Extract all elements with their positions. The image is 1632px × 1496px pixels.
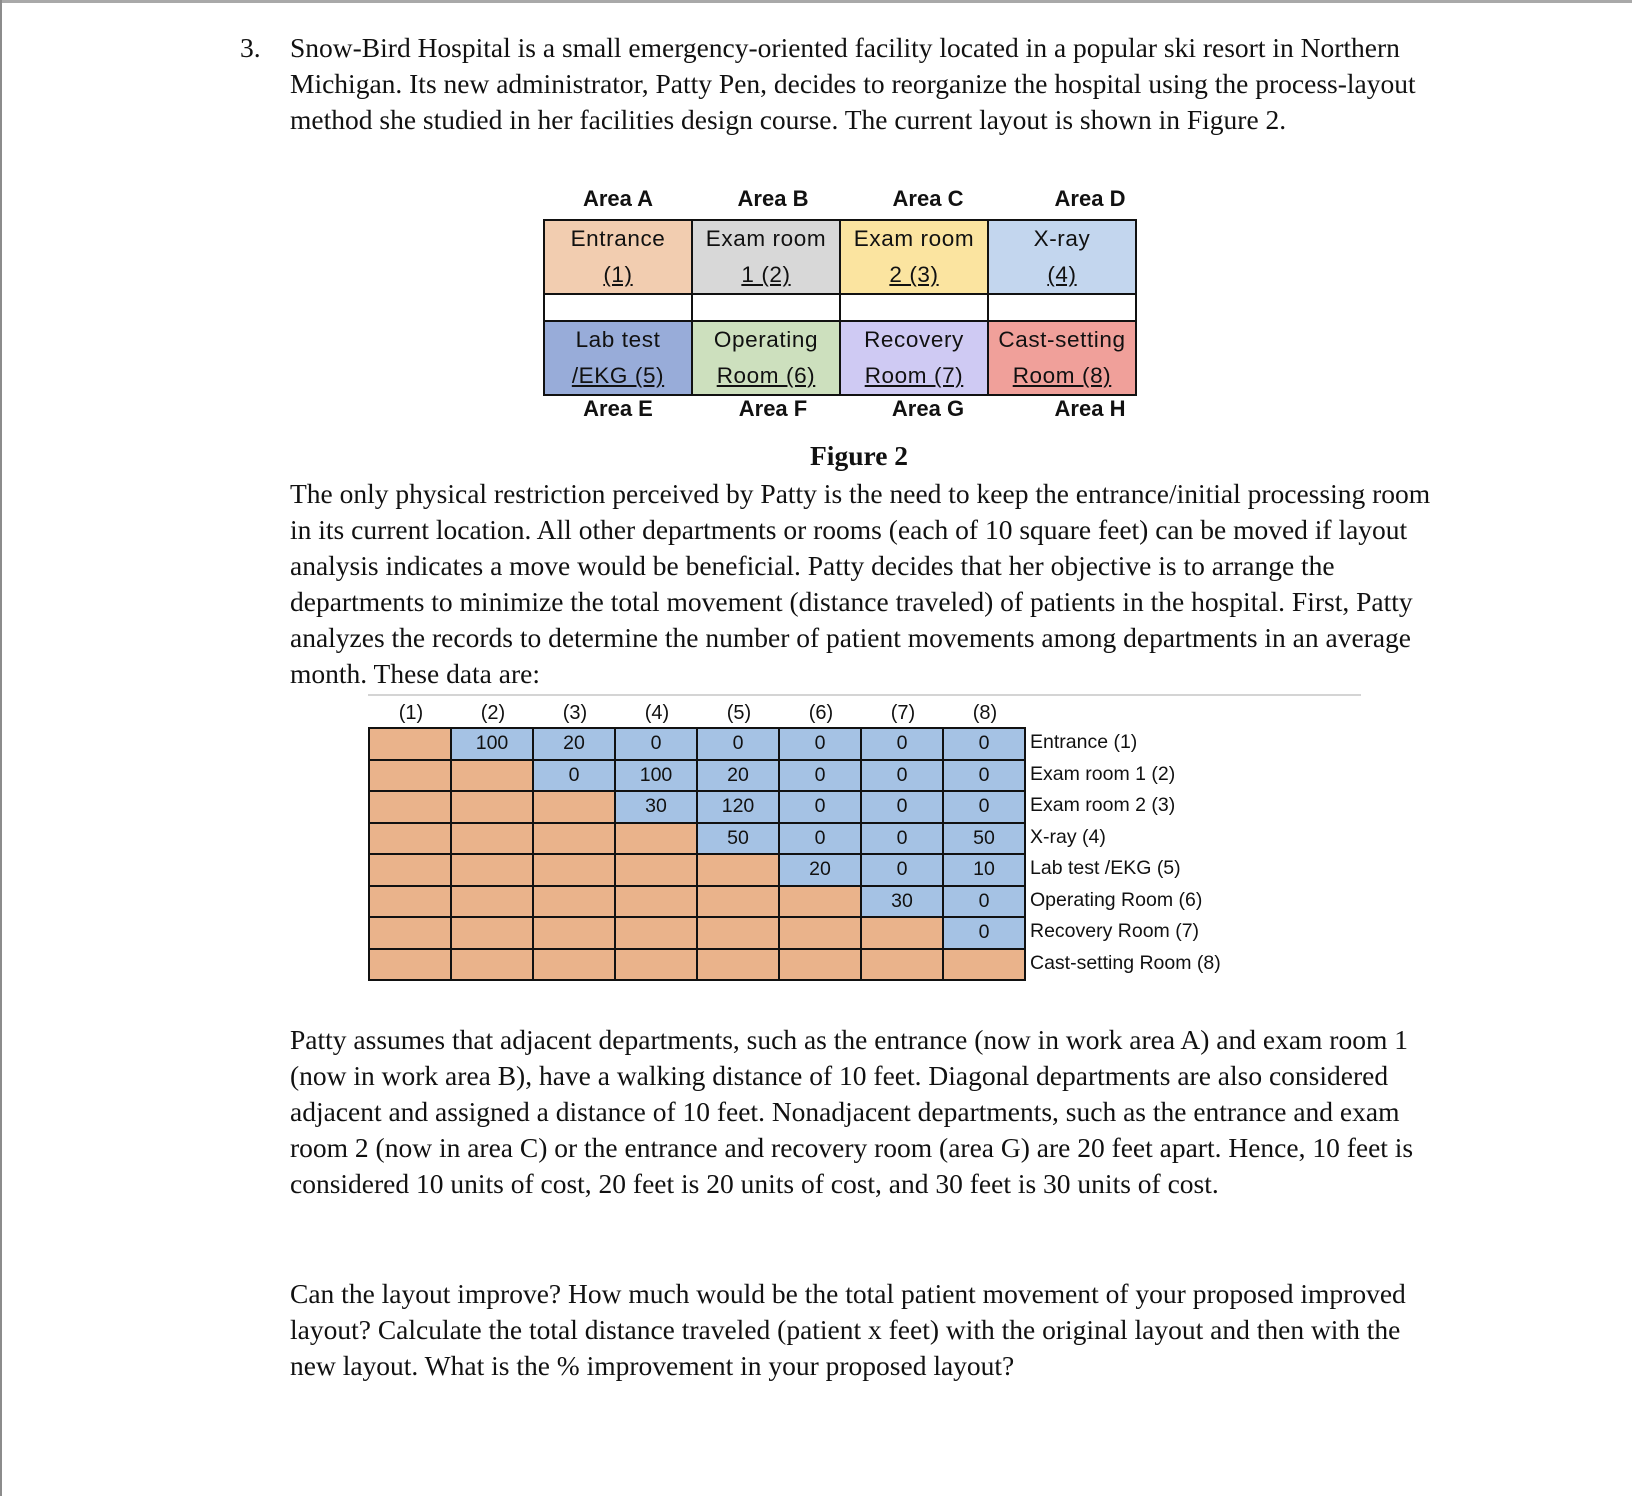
matrix-cell bbox=[533, 886, 615, 918]
matrix-cell bbox=[369, 728, 451, 760]
matrix-cell bbox=[369, 917, 451, 949]
matrix-cell: 20 bbox=[697, 760, 779, 792]
matrix-cell: 0 bbox=[779, 760, 861, 792]
matrix-cell bbox=[615, 949, 697, 981]
left-border bbox=[0, 0, 2, 1496]
matrix-cell: 0 bbox=[943, 791, 1025, 823]
matrix-cell: 120 bbox=[697, 791, 779, 823]
hallway-cell bbox=[544, 294, 692, 321]
matrix-cell bbox=[533, 949, 615, 981]
area-label-b: Area B bbox=[737, 186, 809, 211]
area-label-c: Area C bbox=[892, 186, 964, 211]
matrix-row bbox=[369, 791, 1025, 823]
top-border bbox=[0, 0, 1632, 3]
matrix-cell: 0 bbox=[861, 823, 943, 855]
col-header: (7) bbox=[890, 702, 916, 724]
matrix-cell bbox=[861, 917, 943, 949]
hallway-cell bbox=[840, 294, 988, 321]
matrix-cell: 30 bbox=[861, 886, 943, 918]
area-label-d: Area D bbox=[1054, 186, 1126, 211]
paragraph-restrictions: The only physical restriction perceived by Patty is the need to keep the entrance/initial processing room in its current location. All other departments or rooms (each of 10 square feet) can be moved if layout analysis indicates a move would be beneficial. Patty decides that her objective is to arrange the departments to minimize the total movement (distance traveled) of patients in the hospital. First, Patty analyzes the records to determine the number of patient movements among departments in an average month. These data are: bbox=[290, 478, 1431, 689]
matrix-row-label: Exam room 2 (3) bbox=[1030, 794, 1176, 816]
matrix-cell bbox=[451, 949, 533, 981]
matrix-row bbox=[369, 728, 1025, 760]
matrix-cell: 0 bbox=[861, 760, 943, 792]
matrix-cell: 50 bbox=[697, 823, 779, 855]
matrix-cell bbox=[533, 917, 615, 949]
matrix-cell: 0 bbox=[779, 728, 861, 760]
matrix-cell bbox=[369, 823, 451, 855]
hallway-cell bbox=[692, 294, 840, 321]
matrix-cell bbox=[779, 917, 861, 949]
matrix-cell: 0 bbox=[697, 728, 779, 760]
matrix-cell bbox=[533, 823, 615, 855]
matrix-row-label: Exam room 1 (2) bbox=[1030, 762, 1176, 785]
matrix-cell bbox=[369, 791, 451, 823]
matrix-cell: 50 bbox=[943, 823, 1025, 855]
matrix-cell bbox=[697, 854, 779, 886]
matrix-cell bbox=[697, 949, 779, 981]
matrix-cell bbox=[451, 823, 533, 855]
question-intro: Snow-Bird Hospital is a small emergency-oriented facility located in a popular ski resort in Northern Michigan. Its new administrator, Patty Pen, decides to reorganize the hospital using the process-layout method she studied in her facilities design course. The current layout is shown in Figure 2. bbox=[290, 32, 1416, 135]
matrix-row bbox=[369, 886, 1025, 918]
matrix-cell bbox=[533, 854, 615, 886]
matrix-row-label: X-ray (4) bbox=[1030, 825, 1106, 848]
matrix-cell bbox=[615, 854, 697, 886]
matrix-cell bbox=[369, 949, 451, 981]
matrix-cell bbox=[779, 949, 861, 981]
matrix-cell: 0 bbox=[615, 728, 697, 760]
matrix-cell: 10 bbox=[943, 854, 1025, 886]
col-header: (4) bbox=[644, 702, 670, 724]
layout-grid bbox=[543, 219, 1137, 396]
matrix-cell: 100 bbox=[451, 728, 533, 760]
matrix-cell: 20 bbox=[533, 728, 615, 760]
matrix-row-label: Entrance (1) bbox=[1030, 731, 1138, 753]
matrix-cell bbox=[615, 917, 697, 949]
matrix-cell bbox=[451, 917, 533, 949]
col-header: (3) bbox=[562, 702, 588, 724]
room-lab-ekg: Lab test /EKG (5) bbox=[544, 321, 692, 395]
matrix-cell bbox=[615, 823, 697, 855]
divider-line bbox=[368, 694, 1361, 696]
room-xray: X-ray (4) bbox=[988, 220, 1136, 294]
matrix-cell: 0 bbox=[533, 760, 615, 792]
col-header: (1) bbox=[398, 702, 424, 724]
hallway-cell bbox=[988, 294, 1136, 321]
matrix-row bbox=[369, 854, 1025, 886]
matrix-cell: 0 bbox=[943, 917, 1025, 949]
matrix-cell: 30 bbox=[615, 791, 697, 823]
matrix-cell: 0 bbox=[861, 791, 943, 823]
room-exam-1: Exam room 1 (2) bbox=[692, 220, 840, 294]
room-cast-setting: Cast-setting Room (8) bbox=[988, 321, 1136, 395]
matrix-cell bbox=[779, 886, 861, 918]
matrix-cell bbox=[697, 917, 779, 949]
paragraph-assumptions: Patty assumes that adjacent departments, such as the entrance (now in work area A) and exam room 1 (now in work area B), have a walking distance of 10 feet. Diagonal departments are also considered adjacent and assigned a distance of 10 feet. Nonadjacent departments, such as the entrance and exam room 2 (now in area C) or the entrance and recovery room (area G) are 20 feet apart. Hence, 10 feet is considered 10 units of cost, 20 feet is 20 units of cost, and 30 feet is 30 units of cost. bbox=[290, 1024, 1414, 1199]
col-header: (5) bbox=[726, 702, 752, 724]
matrix-cell bbox=[451, 791, 533, 823]
area-label-a: Area A bbox=[582, 186, 654, 211]
area-label-e: Area E bbox=[583, 396, 653, 421]
matrix-row bbox=[369, 917, 1025, 949]
matrix-cell: 0 bbox=[861, 728, 943, 760]
matrix-cell bbox=[615, 886, 697, 918]
matrix-cell: 0 bbox=[943, 886, 1025, 918]
matrix-cell bbox=[369, 854, 451, 886]
matrix-row bbox=[369, 949, 1025, 981]
matrix-cell: 0 bbox=[943, 760, 1025, 792]
matrix-cell: 100 bbox=[615, 760, 697, 792]
matrix-cell: 0 bbox=[779, 791, 861, 823]
col-header: (8) bbox=[972, 702, 998, 724]
matrix-row-label: Operating Room (6) bbox=[1030, 888, 1203, 911]
area-label-g: Area G bbox=[891, 396, 965, 421]
question-number: 3. bbox=[240, 32, 261, 63]
matrix-cell: 0 bbox=[943, 728, 1025, 760]
matrix-cell: 20 bbox=[779, 854, 861, 886]
matrix-row bbox=[369, 760, 1025, 792]
flow-matrix bbox=[368, 727, 1026, 981]
matrix-cell bbox=[533, 791, 615, 823]
matrix-row-label: Lab test /EKG (5) bbox=[1030, 857, 1181, 879]
matrix-cell bbox=[861, 949, 943, 981]
matrix-row-label: Cast-setting Room (8) bbox=[1030, 951, 1221, 974]
matrix-cell bbox=[369, 760, 451, 792]
col-header: (6) bbox=[808, 702, 834, 724]
matrix-cell bbox=[943, 949, 1025, 981]
matrix-cell: 0 bbox=[861, 854, 943, 886]
matrix-cell bbox=[369, 886, 451, 918]
matrix-cell bbox=[451, 854, 533, 886]
room-entrance: Entrance (1) bbox=[544, 220, 692, 294]
figure-caption: Figure 2 bbox=[810, 440, 909, 471]
matrix-row-label: Recovery Room (7) bbox=[1030, 920, 1200, 942]
area-label-f: Area F bbox=[738, 396, 808, 421]
area-label-h: Area H bbox=[1054, 396, 1126, 421]
matrix-row bbox=[369, 823, 1025, 855]
room-operating: Operating Room (6) bbox=[692, 321, 840, 395]
room-exam-2: Exam room 2 (3) bbox=[840, 220, 988, 294]
matrix-cell bbox=[697, 886, 779, 918]
matrix-cell bbox=[451, 886, 533, 918]
matrix-cell bbox=[451, 760, 533, 792]
room-recovery: Recovery Room (7) bbox=[840, 321, 988, 395]
matrix-cell: 0 bbox=[779, 823, 861, 855]
col-header: (2) bbox=[480, 702, 506, 724]
paragraph-question: Can the layout improve? How much would be the total patient movement of your proposed improved layout? Calculate the total distance traveled (patient x feet) with the original layout and then with the new layout. What is the % improvement in your proposed layout? bbox=[290, 1278, 1406, 1381]
